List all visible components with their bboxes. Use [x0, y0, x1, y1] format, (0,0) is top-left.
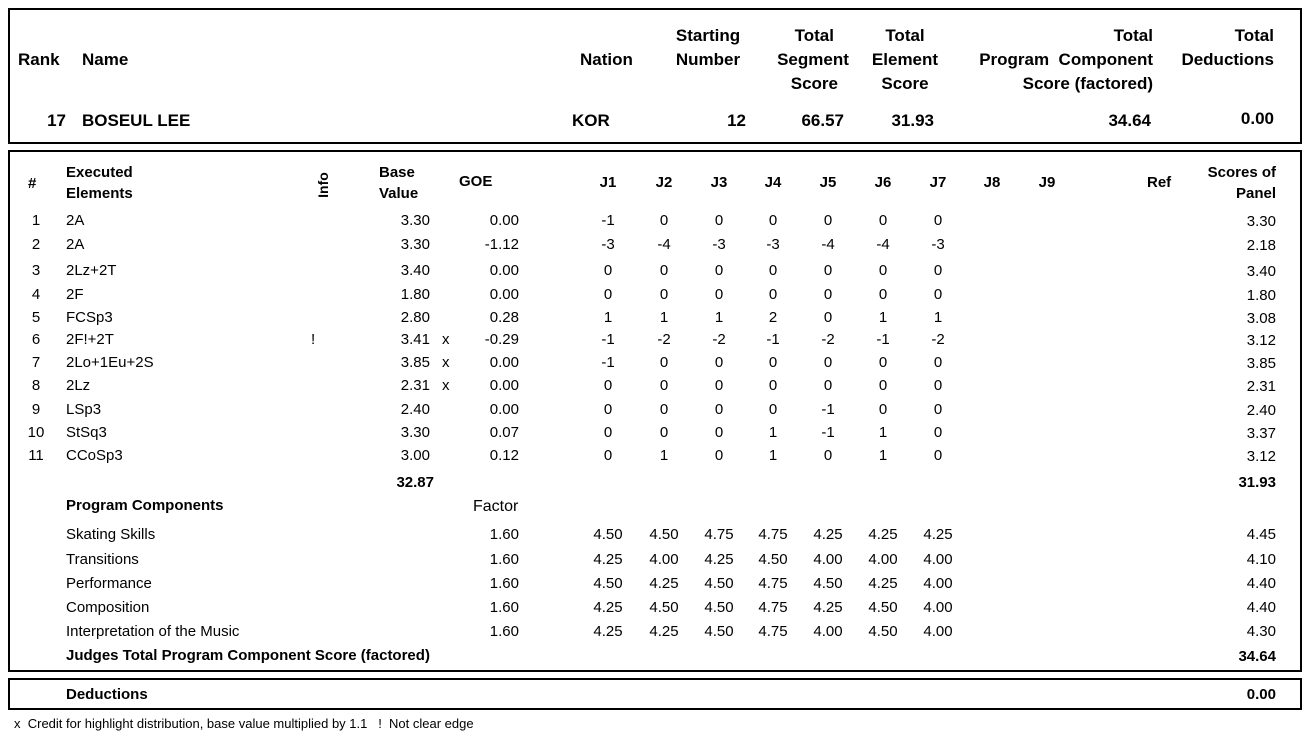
element-goe: 0.12	[489, 447, 519, 464]
element-goe: -0.29	[484, 331, 519, 348]
element-judge-score: 0	[933, 401, 943, 418]
element-judge-score: 0	[768, 286, 778, 303]
element-base-value: 1.80	[400, 286, 430, 303]
element-panel-score: 2.40	[1246, 402, 1276, 419]
element-base-value: 2.80	[400, 309, 430, 326]
element-judge-score: 0	[659, 212, 669, 229]
skater-deductions: 0.00	[1240, 109, 1274, 128]
element-judge-score: -2	[931, 331, 945, 348]
nation-label: Nation	[580, 50, 633, 69]
element-code: CCoSp3	[66, 447, 123, 464]
component-name: Interpretation of the Music	[66, 623, 240, 640]
component-judge-score: 4.25	[704, 551, 734, 568]
component-judge-score: 4.00	[649, 551, 679, 568]
element-judge-score: -1	[821, 424, 835, 441]
element-judge-score: 0	[768, 401, 778, 418]
element-judge-score: -3	[601, 236, 615, 253]
element-judge-score: 0	[714, 424, 724, 441]
element-judge-score: 0	[659, 401, 669, 418]
rank-label: Rank	[18, 50, 60, 69]
element-judge-score: 0	[823, 286, 833, 303]
col-executed-label: Executed Elements	[66, 164, 133, 202]
skater-tss: 66.57	[801, 111, 844, 130]
element-goe: 0.00	[489, 401, 519, 418]
element-judge-score: -2	[821, 331, 835, 348]
elements-base-total: 32.87	[396, 474, 434, 491]
element-code: FCSp3	[66, 309, 113, 326]
element-judge-score: 0	[878, 212, 888, 229]
element-bonus-mark: x	[442, 354, 450, 371]
component-panel-score: 4.45	[1246, 526, 1276, 543]
col-judge-6-label: J6	[874, 174, 892, 191]
element-judge-score: 0	[878, 377, 888, 394]
element-judge-score: 0	[659, 354, 669, 371]
component-judge-score: 4.50	[868, 599, 898, 616]
component-judge-score: 4.00	[868, 551, 898, 568]
element-number: 7	[31, 354, 41, 371]
component-judge-score: 4.75	[758, 623, 788, 640]
element-judge-score: 0	[603, 262, 613, 279]
element-judge-score: 1	[878, 424, 888, 441]
component-judge-score: 4.25	[593, 623, 623, 640]
element-judge-score: 0	[603, 447, 613, 464]
element-base-value: 2.31	[400, 377, 430, 394]
col-judge-2-label: J2	[655, 174, 673, 191]
element-number: 1	[31, 212, 41, 229]
element-judge-score: 0	[714, 212, 724, 229]
footnote: x Credit for highlight distribution, base value multiplied by 1.1 ! Not clear edge	[14, 716, 474, 731]
program-components-title: Program Components	[66, 497, 224, 514]
element-code: 2Lo+1Eu+2S	[66, 354, 154, 371]
component-judge-score: 4.50	[593, 526, 623, 543]
element-number: 4	[31, 286, 41, 303]
element-panel-score: 3.30	[1246, 213, 1276, 230]
element-number: 5	[31, 309, 41, 326]
component-judge-score: 4.00	[813, 623, 843, 640]
col-judge-4-label: J4	[764, 174, 782, 191]
element-judge-score: 0	[823, 262, 833, 279]
element-base-value: 3.00	[400, 447, 430, 464]
component-judge-score: 4.50	[593, 575, 623, 592]
element-judge-score: 0	[714, 377, 724, 394]
element-judge-score: -1	[601, 331, 615, 348]
component-judge-score: 4.00	[923, 575, 953, 592]
component-judge-score: 4.25	[923, 526, 953, 543]
element-goe: 0.28	[489, 309, 519, 326]
element-judge-score: 0	[714, 354, 724, 371]
col-num-label: #	[28, 175, 37, 192]
element-code: 2Lz	[66, 377, 91, 394]
skater-tes: 31.93	[891, 111, 934, 130]
element-judge-score: 0	[768, 212, 778, 229]
component-judge-score: 4.50	[704, 575, 734, 592]
component-panel-score: 4.30	[1246, 623, 1276, 640]
element-judge-score: -1	[601, 212, 615, 229]
element-judge-score: -1	[601, 354, 615, 371]
component-judge-score: 4.25	[868, 575, 898, 592]
component-judge-score: 4.75	[758, 599, 788, 616]
col-judge-9-label: J9	[1038, 174, 1056, 191]
element-judge-score: -3	[931, 236, 945, 253]
element-judge-score: 0	[603, 286, 613, 303]
element-code: 2F!+2T	[66, 331, 114, 348]
element-panel-score: 3.40	[1246, 263, 1276, 280]
component-factor: 1.60	[489, 526, 519, 543]
component-judge-score: 4.00	[813, 551, 843, 568]
element-number: 11	[28, 447, 44, 464]
col-base-label: Base Value	[379, 164, 419, 202]
element-judge-score: 1	[933, 309, 943, 326]
element-judge-score: 1	[714, 309, 724, 326]
total-segment-score-label: Total Segment Score	[777, 26, 849, 93]
component-judge-score: 4.25	[649, 623, 679, 640]
starting-number-label: Starting Number	[675, 26, 741, 69]
element-judge-score: -4	[876, 236, 890, 253]
deductions-box	[8, 678, 1302, 710]
name-label: Name	[82, 50, 129, 69]
element-code: 2A	[66, 212, 85, 229]
component-panel-score: 4.10	[1246, 551, 1276, 568]
col-panel-label: Scores of Panel	[1207, 164, 1276, 202]
skater-nation: KOR	[572, 111, 610, 130]
element-judge-score: -2	[657, 331, 671, 348]
element-judge-score: 1	[603, 309, 613, 326]
total-element-score-label: Total Element Score	[871, 26, 939, 93]
component-judge-score: 4.75	[758, 526, 788, 543]
element-goe: 0.07	[489, 424, 519, 441]
element-judge-score: -3	[712, 236, 726, 253]
component-judge-score: 4.25	[813, 526, 843, 543]
element-judge-score: 0	[659, 262, 669, 279]
element-judge-score: 0	[659, 424, 669, 441]
element-judge-score: 0	[714, 286, 724, 303]
element-judge-score: 1	[878, 447, 888, 464]
element-judge-score: 0	[933, 424, 943, 441]
element-judge-score: 1	[878, 309, 888, 326]
element-goe: 0.00	[489, 212, 519, 229]
element-judge-score: 1	[768, 447, 778, 464]
col-judge-5-label: J5	[819, 174, 837, 191]
element-number: 3	[31, 262, 41, 279]
component-judge-score: 4.75	[704, 526, 734, 543]
component-factor: 1.60	[489, 575, 519, 592]
element-bonus-mark: x	[442, 377, 450, 394]
element-judge-score: 0	[603, 377, 613, 394]
element-panel-score: 1.80	[1246, 287, 1276, 304]
component-judge-score: 4.00	[923, 551, 953, 568]
element-bonus-mark: x	[442, 331, 450, 348]
element-judge-score: 0	[603, 401, 613, 418]
element-judge-score: -1	[766, 331, 780, 348]
element-goe: 0.00	[489, 354, 519, 371]
component-judge-score: 4.50	[868, 623, 898, 640]
element-judge-score: 1	[659, 447, 669, 464]
skater-pcs: 34.64	[1108, 111, 1151, 130]
element-judge-score: 0	[878, 262, 888, 279]
element-judge-score: 0	[823, 354, 833, 371]
element-judge-score: 2	[768, 309, 778, 326]
element-judge-score: 0	[823, 212, 833, 229]
pcs-total-value: 34.64	[1238, 648, 1276, 665]
col-ref-label: Ref	[1147, 174, 1172, 191]
element-judge-score: 0	[823, 377, 833, 394]
element-number: 10	[27, 424, 45, 441]
element-panel-score: 2.18	[1246, 237, 1276, 254]
col-judge-3-label: J3	[710, 174, 728, 191]
element-judge-score: -4	[821, 236, 835, 253]
element-base-value: 2.40	[400, 401, 430, 418]
element-judge-score: 0	[933, 377, 943, 394]
element-code: LSp3	[66, 401, 102, 418]
element-judge-score: -1	[821, 401, 835, 418]
component-panel-score: 4.40	[1246, 599, 1276, 616]
element-judge-score: 0	[933, 262, 943, 279]
component-judge-score: 4.25	[813, 599, 843, 616]
element-panel-score: 3.12	[1246, 332, 1276, 349]
element-judge-score: 0	[659, 286, 669, 303]
element-panel-score: 3.85	[1246, 355, 1276, 372]
component-name: Performance	[66, 575, 152, 592]
element-code: 2Lz+2T	[66, 262, 117, 279]
pcs-total-label: Judges Total Program Component Score (factored)	[66, 647, 430, 664]
element-judge-score: -4	[657, 236, 671, 253]
element-base-value: 3.41	[400, 331, 430, 348]
element-base-value: 3.30	[400, 212, 430, 229]
component-judge-score: 4.50	[813, 575, 843, 592]
element-judge-score: 0	[878, 401, 888, 418]
col-judge-7-label: J7	[929, 174, 947, 191]
element-judge-score: 0	[768, 377, 778, 394]
element-judge-score: 0	[714, 262, 724, 279]
element-number: 9	[31, 401, 41, 418]
component-judge-score: 4.75	[758, 575, 788, 592]
element-judge-score: 0	[659, 377, 669, 394]
element-judge-score: 0	[878, 286, 888, 303]
element-base-value: 3.30	[400, 236, 430, 253]
element-number: 2	[31, 236, 41, 253]
element-judge-score: 0	[933, 212, 943, 229]
elements-panel-total: 31.93	[1238, 474, 1276, 491]
element-code: StSq3	[66, 424, 107, 441]
element-panel-score: 2.31	[1246, 378, 1276, 395]
element-judge-score: 0	[823, 309, 833, 326]
component-factor: 1.60	[489, 599, 519, 616]
deductions-value: 0.00	[1246, 686, 1276, 703]
component-judge-score: 4.50	[704, 599, 734, 616]
component-panel-score: 4.40	[1246, 575, 1276, 592]
element-number: 8	[31, 377, 41, 394]
element-base-value: 3.40	[400, 262, 430, 279]
element-goe: 0.00	[489, 286, 519, 303]
element-judge-score: 0	[933, 286, 943, 303]
col-goe-label: GOE	[459, 173, 493, 190]
skater-name: BOSEUL LEE	[82, 111, 191, 130]
component-judge-score: 4.25	[593, 599, 623, 616]
element-goe: 0.00	[489, 377, 519, 394]
skater-start-number: 12	[727, 111, 746, 130]
element-judge-score: -3	[766, 236, 780, 253]
component-judge-score: 4.50	[649, 599, 679, 616]
component-factor: 1.60	[489, 623, 519, 640]
element-number: 6	[31, 331, 41, 348]
col-judge-1-label: J1	[599, 174, 617, 191]
element-goe: 0.00	[489, 262, 519, 279]
component-judge-score: 4.25	[593, 551, 623, 568]
skater-rank: 17	[47, 111, 66, 130]
element-panel-score: 3.08	[1246, 310, 1276, 327]
component-judge-score: 4.25	[868, 526, 898, 543]
component-factor: 1.60	[489, 551, 519, 568]
component-judge-score: 4.00	[923, 599, 953, 616]
component-judge-score: 4.50	[649, 526, 679, 543]
element-judge-score: 1	[768, 424, 778, 441]
element-judge-score: 0	[603, 424, 613, 441]
element-judge-score: 0	[768, 262, 778, 279]
element-code: 2A	[66, 236, 85, 253]
element-judge-score: 1	[659, 309, 669, 326]
element-judge-score: 0	[933, 354, 943, 371]
element-judge-score: 0	[878, 354, 888, 371]
component-name: Composition	[66, 599, 150, 616]
component-judge-score: 4.50	[758, 551, 788, 568]
component-name: Transitions	[66, 551, 139, 568]
col-info-label: Info	[315, 172, 331, 198]
element-judge-score: 0	[768, 354, 778, 371]
element-judge-score: -2	[712, 331, 726, 348]
element-judge-score: -1	[876, 331, 890, 348]
element-judge-score: 0	[823, 447, 833, 464]
element-panel-score: 3.37	[1246, 425, 1276, 442]
component-name: Skating Skills	[66, 526, 156, 543]
factor-label: Factor	[473, 498, 519, 515]
element-base-value: 3.30	[400, 424, 430, 441]
element-judge-score: 0	[714, 401, 724, 418]
col-judge-8-label: J8	[983, 174, 1001, 191]
element-panel-score: 3.12	[1246, 448, 1276, 465]
element-judge-score: 0	[714, 447, 724, 464]
component-judge-score: 4.50	[704, 623, 734, 640]
total-deductions-label: Total Deductions	[1181, 26, 1274, 69]
element-code: 2F	[66, 286, 84, 303]
element-info: !	[311, 331, 316, 348]
total-program-component-score-label: Total Program Component Score (factored)	[979, 26, 1153, 93]
element-goe: -1.12	[484, 236, 519, 253]
component-judge-score: 4.25	[649, 575, 679, 592]
component-judge-score: 4.00	[923, 623, 953, 640]
element-base-value: 3.85	[400, 354, 430, 371]
deductions-label: Deductions	[66, 686, 148, 703]
element-judge-score: 0	[933, 447, 943, 464]
